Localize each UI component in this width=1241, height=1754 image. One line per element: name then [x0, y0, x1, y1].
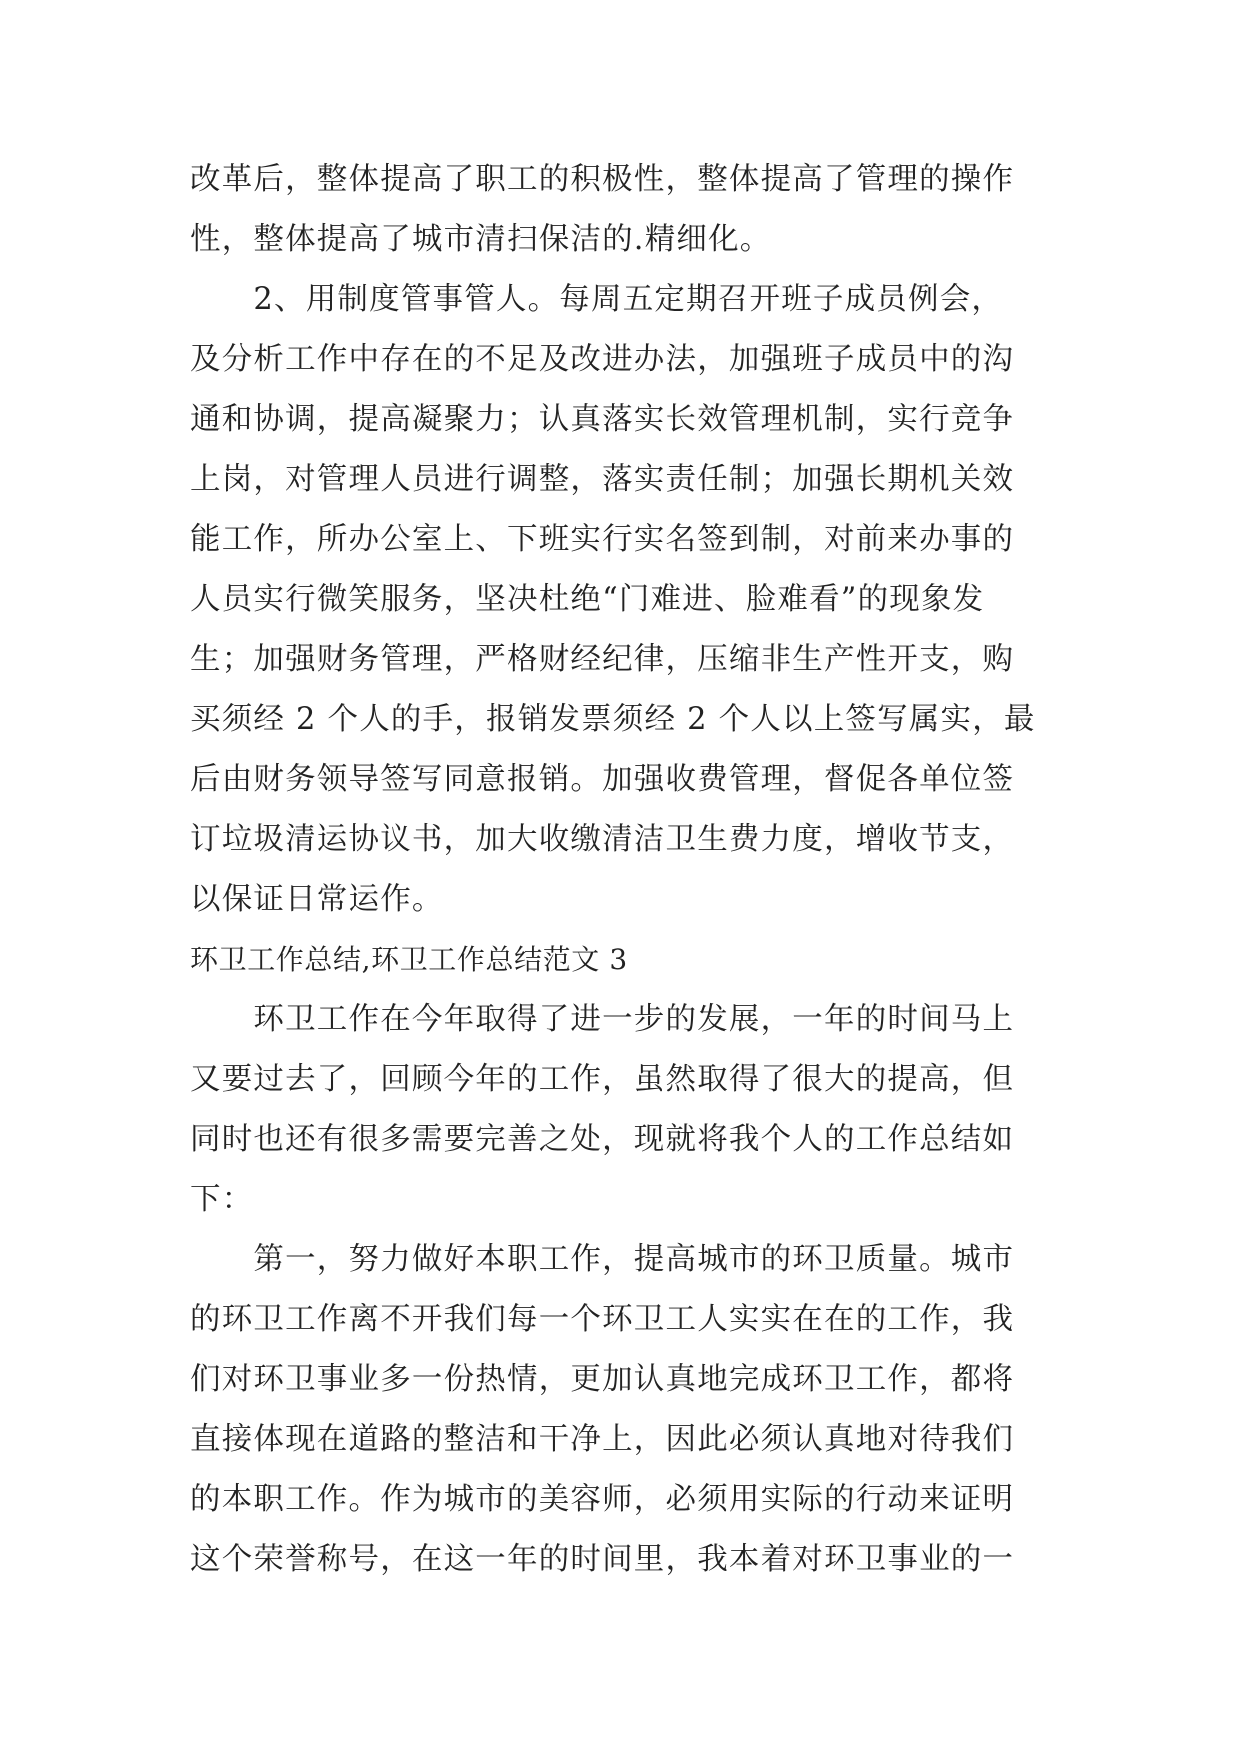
text-line: 通和协调，提高凝聚力；认真落实长效管理机制，实行竞争: [190, 402, 1015, 437]
text-line: 上岗，对管理人员进行调整，落实责任制；加强长期机关效: [190, 462, 1015, 497]
text-line: 改革后，整体提高了职工的积极性，整体提高了管理的操作: [190, 162, 1015, 197]
text-line: 第一，努力做好本职工作，提高城市的环卫质量。城市: [190, 1242, 1015, 1277]
text-line: 环卫工作在今年取得了进一步的发展，一年的时间马上: [190, 1002, 1015, 1037]
text-line: 又要过去了，回顾今年的工作，虽然取得了很大的提高，但: [190, 1062, 1015, 1097]
text-line: 们对环卫事业多一份热情，更加认真地完成环卫工作，都将: [190, 1362, 1015, 1397]
text-line: 同时也还有很多需要完善之处，现就将我个人的工作总结如: [190, 1122, 1015, 1157]
text-line: 后由财务领导签写同意报销。加强收费管理，督促各单位签: [190, 762, 1015, 797]
section-heading: 环卫工作总结,环卫工作总结范文 3: [190, 943, 628, 976]
text-line: 的本职工作。作为城市的美容师，必须用实际的行动来证明: [190, 1482, 1015, 1517]
document-body: [190, 150, 1060, 1590]
text-line: 及分析工作中存在的不足及改进办法，加强班子成员中的沟: [190, 342, 1015, 377]
text-line: 直接体现在道路的整洁和干净上，因此必须认真地对待我们: [190, 1422, 1015, 1457]
text-line: 买须经 2 个人的手，报销发票须经 2 个人以上签写属实，最: [190, 702, 1036, 737]
text-line: 生；加强财务管理，严格财经纪律，压缩非生产性开支，购: [190, 642, 1015, 677]
text-line: 性，整体提高了城市清扫保洁的.精细化。: [190, 222, 772, 257]
text-line: 下：: [190, 1182, 254, 1217]
text-line: 的环卫工作离不开我们每一个环卫工人实实在在的工作，我: [190, 1302, 1015, 1337]
text-line: 人员实行微笑服务，坚决杜绝“门难进、脸难看”的现象发: [190, 582, 985, 617]
text-line: 订垃圾清运协议书，加大收缴清洁卫生费力度，增收节支，: [190, 822, 1015, 857]
text-line: 以保证日常运作。: [190, 882, 444, 917]
text-line: 这个荣誉称号，在这一年的时间里，我本着对环卫事业的一: [190, 1542, 1015, 1577]
text-line: 2、用制度管事管人。每周五定期召开班子成员例会，: [190, 282, 1004, 317]
text-line: 能工作，所办公室上、下班实行实名签到制，对前来办事的: [190, 522, 1015, 557]
